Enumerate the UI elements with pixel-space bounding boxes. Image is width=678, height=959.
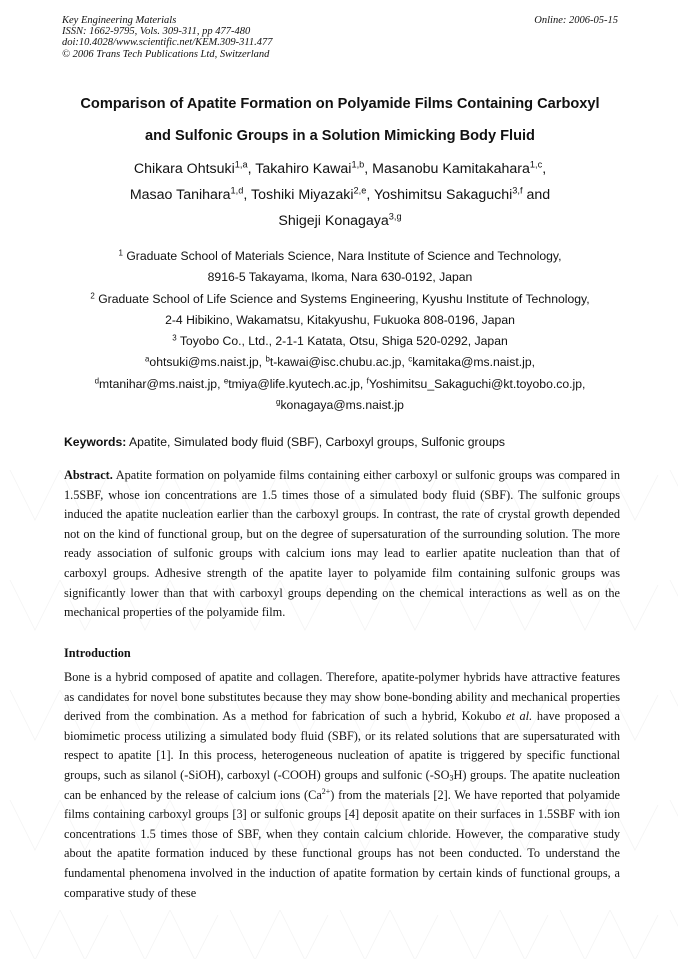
email-sup: c [408, 354, 413, 364]
author-affil-sup: 1,b [351, 159, 365, 170]
author-separator: , [542, 161, 547, 177]
intro-sup: 2+ [321, 786, 331, 796]
author-line-2 [40, 182, 640, 208]
author-list [40, 156, 640, 234]
author-name: Shigeji Konagaya [278, 213, 389, 229]
email-link[interactable]: ohtsuki@ms.naist.jp [149, 355, 259, 370]
email-sup: g [276, 397, 281, 407]
author-affil-sup: 3,f [512, 185, 523, 196]
email-link[interactable]: tmiya@life.kyutech.ac.jp [228, 376, 360, 391]
keywords [64, 433, 620, 451]
affiliation-1-address: 8916-5 Takayama, Ikoma, Nara 630-0192, Japan [207, 270, 473, 285]
affil-text: Graduate School of Life Science and Systems Engineering, Kyushu Institute of Technology, [98, 291, 590, 306]
author-name: Chikara Ohtsuki [133, 161, 235, 177]
affil-num: 3 [172, 333, 177, 343]
abstract-label: Abstract. [64, 468, 113, 482]
affiliation-2-address: 2-4 Hibikino, Wakamatsu, Kitakyushu, Fukuoka 808-0196, Japan [165, 312, 515, 327]
author-name: Toshiki Miyazaki [251, 187, 354, 203]
email-link[interactable]: Yoshimitsu_Sakaguchi@kt.toyobo.co.jp [368, 376, 582, 391]
affil-text: Graduate School of Materials Science, Nara Institute of Science and Technology, [126, 249, 562, 263]
author-name: Yoshimitsu Sakaguchi [373, 187, 513, 203]
intro-text-4: ) from the materials [2]. We have reported that polyamide films containing carboxyl groups [3] or sulfonic groups [4] deposit apatite on their surfaces in 1.5SBF with ion concentrations 1.5 times those of SBF, when they contain calcium chloride. However, the comparative study about the apatite formation induced by these functional groups has not been conducted. To understand the fundamental phenomena involved in the induction of apatite formation by certain kinds of functional groups, a comparative study of these [64, 787, 620, 900]
intro-etal: et al. [505, 709, 533, 724]
email-sup: d [94, 376, 100, 386]
email-line-2: $^d$mtanihar@ms.naist.jp, $^e$tmiya@life.kyutech.ac.jp, $^f$Yoshimitsu_Sakaguchi@kt.toyobo.co.jp, [94, 376, 586, 391]
doi-line[interactable]: doi:10.4028/www.scientific.net/KEM.309-311.477 [62, 37, 273, 49]
affiliation-3 [40, 331, 640, 352]
online-date: Online: 2006-05-15 [534, 15, 618, 26]
affiliation-2 [40, 289, 640, 310]
author-affil-sup: 2,e [353, 185, 367, 196]
email-line-3 [40, 395, 640, 416]
email-line-1: $^a$ohtsuki@ms.naist.jp, $^b$t-kawai@isc.chubu.ac.jp, $^c$kamitaka@ms.naist.jp, [145, 354, 535, 370]
journal-name: Key Engineering Materials [62, 15, 177, 26]
email-link[interactable]: kamitaka@ms.naist.jp [412, 355, 532, 370]
author-line-3 [40, 208, 640, 234]
email-link[interactable]: konagaya@ms.naist.jp [280, 398, 404, 413]
author-separator: , [366, 187, 374, 203]
intro-sub: 3 [449, 773, 454, 783]
author-name: Masao Tanihara [129, 187, 231, 203]
intro-text-2: have proposed a biomimetic process utilizing a simulated body fluid (SBF), or its related solutions that are supersaturated with respect to apatite [1]. In this process, heterogeneous nucleation of apatite is triggered by specific functional groups, such as silanol (-SiOH), carboxyl (-COOH) groups and sulfonic (-SO [64, 709, 620, 782]
author-affil-sup: 1,d [230, 185, 244, 196]
intro-text-1: Bone is a hybrid composed of apatite and collagen. Therefore, apatite-polymer hybrids have attractive features as candidates for novel bone substitutes because they may show bone-bonding ability and mechanical properties derived from the combination. As a method for fabrication of such a hybrid, Kokubo [64, 670, 620, 724]
keywords-text: Apatite, Simulated body fluid (SBF), Carboxyl groups, Sulfonic groups [126, 435, 505, 449]
introduction-heading: Introduction [64, 646, 131, 660]
keywords-label: Keywords: [64, 435, 127, 449]
author-affil-sup: 1,c [529, 159, 543, 170]
affiliations [40, 246, 640, 416]
introduction-paragraph [64, 668, 620, 903]
title-line-1: Comparison of Apatite Formation on Polyamide Films Containing Carboxyl [80, 96, 600, 112]
author-line-1 [40, 156, 640, 182]
email-sup: a [145, 354, 150, 364]
journal-header [62, 15, 618, 60]
paper-title [40, 88, 640, 152]
copyright-line: © 2006 Trans Tech Publications Ltd, Switzerland [62, 48, 270, 60]
email-sup: f [366, 376, 369, 386]
affiliation-1 [40, 246, 640, 267]
author-affil-sup: 3,g [388, 211, 402, 222]
affil-num: 1 [118, 248, 123, 258]
abstract-text: Apatite formation on polyamide films containing either carboxyl or sulfonic groups was compared in 1.5SBF, whose ion concentrations are 1.5 times those of a simulated body fluid (SBF). The sulfonic groups induced the apatite nucleation earlier than the carboxyl groups. In contrast, the rate of crystal growth depended not on the kind of functional group, but on the degree of supersaturation of the surrounding solution. The more ready association of sulfonic groups with calcium ions may lead to earlier apatite nucleation than that of carboxyl groups. Adhesive strength of the apatite layer to polyamide film containing sulfonic groups was significantly lower than that with carboxyl groups depending on the chemical interactions as well as on the mechanical properties of the polyamide film. [64, 468, 620, 620]
author-separator: , [364, 161, 373, 177]
issn-line: ISSN: 1662-9795, Vols. 309-311, pp 477-480 [62, 26, 251, 38]
email-sup: b [265, 354, 270, 364]
author-name: Masanobu Kamitakahara [372, 161, 530, 177]
email-sup: e [223, 376, 229, 386]
author-separator: , [247, 161, 256, 177]
affil-num: 2 [90, 290, 95, 300]
abstract [64, 466, 620, 623]
author-separator: , [243, 187, 252, 203]
author-separator: and [522, 187, 551, 203]
author-name: Takahiro Kawai [255, 161, 352, 177]
intro-text-3: H) groups. The apatite nucleation can be enhanced by the release of calcium ions (Ca [64, 767, 620, 802]
title-line-2: and Sulfonic Groups in a Solution Mimicking Body Fluid [145, 128, 535, 144]
affil-text: Toyobo Co., Ltd., 2-1-1 Katata, Otsu, Shiga 520-0292, Japan [179, 334, 508, 349]
email-link[interactable]: t-kawai@isc.chubu.ac.jp [269, 355, 402, 370]
email-link[interactable]: mtanihar@ms.naist.jp [99, 376, 218, 391]
author-affil-sup: 1,a [234, 159, 248, 170]
